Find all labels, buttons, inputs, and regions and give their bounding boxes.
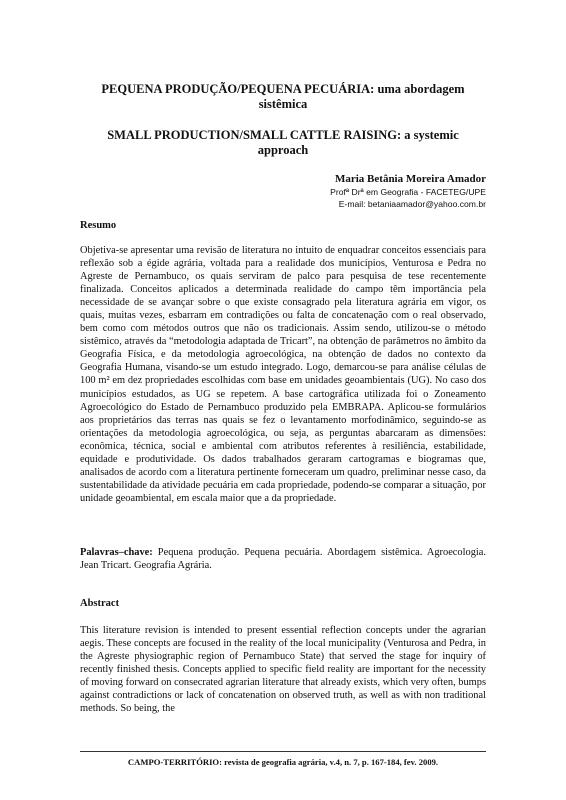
- author-affiliation: Profª Drª em Geografia - FACETEG/UPE: [330, 187, 486, 197]
- resumo-heading: Resumo: [80, 220, 117, 231]
- keywords-paragraph: [80, 546, 486, 572]
- author-name: Maria Betânia Moreira Amador: [334, 173, 486, 185]
- abstract-text: This literature revision is intended to present essential reflection concepts under the agrarian aegis. These concepts are focused in the reality of the local municipality (Venturosa and Pedra, in the Agreste physiographic region of Pernambuco State) that served the stage for inquiry of recently finished thesis. Concepts applied to specific field reality are important for the necessity of moving forward on consecrated agrarian literature that already exists, which very often, bumps against contradictions or lack of concatenation on observed truth, as well as with non traditional methods. So being, the: [80, 625, 486, 715]
- title-english: [60, 128, 506, 158]
- keywords-text: Pequena produção. Pequena pecuária. Abordagem sistêmica. Agroecologia. Jean Tricart. Geografia Agrária.: [80, 547, 486, 572]
- title-english-line1: SMALL PRODUCTION/SMALL CATTLE RAISING: a systemic: [107, 128, 459, 142]
- resumo-text: Objetiva-se apresentar uma revisão de literatura no intuito de enquadrar conceitos essenciais para reflexão sob a égide agrária, voltada para a realidade dos municípios, Venturosa e Pedra no Agreste de Pernambuco, os quais serviram de palco para pesquisa de tese recentemente finalizada. Conceitos aplicados a determinada realidade do campo têm importância pela necessidade de se avançar sobre o que existe consagrado pela literatura agrária em vigor, os quais, muitas vezes, esbarram em contradições ou falta de concatenação com o real observado, bem como com métodos outros que não os tradicionais. Assim sendo, utilizou-se o método sistêmico, através da “metodologia adaptada de Tricart”, na obtenção de parâmetros no âmbito da Geografia Física, e da metodologia agroecológica, na obtenção de dados no contexto da Geografia Humana, visando-se um estudo integrado. Logo, demarcou-se para análise células de 100 m² em dez propriedades escolhidas com base em unidades geoambientais (UG). No caso dos municípios estudados, as UG se repetem. A base cartográfica utilizada foi o Zoneamento Agroecológico do Estado de Pernambuco produzido pela EMBRAPA. Aplicou-se formulários aos proprietários das terras nas quais se fez o levantamento morfodinâmico, seguindo-se as orientações da metodologia agroecológica, ou seja, as perguntas abarcaram as dimensões: econômica, técnica, social e ambiental com atributos referentes à resiliência, estabilidade, equidade e produtividade. Os dados trabalhados geraram cartogramas e biogramas que, analisados de acordo com a literatura pertinente forneceram um quadro, preliminar nesse caso, da sustentabilidade da atividade pecuária em cada propriedade, podendo-se comparar a situação, por unidade geoambiental, em escala maior que a da propriedade.: [80, 245, 486, 504]
- abstract-heading: Abstract: [80, 598, 120, 609]
- author-block: [330, 172, 486, 210]
- title-portuguese-line1: PEQUENA PRODUÇÃO/PEQUENA PECUÁRIA: uma abordagem: [101, 82, 465, 96]
- footer-divider: [80, 751, 486, 752]
- keywords-label: Palavras–chave:: [80, 547, 153, 558]
- title-english-line2: approach: [257, 143, 309, 157]
- author-email: E-mail: betaniaamador@yahoo.com.br: [338, 199, 486, 209]
- journal-footer: CAMPO-TERRITÓRIO: revista de geografia agrária, v.4, n. 7, p. 167-184, fev. 2009.: [127, 757, 439, 767]
- title-portuguese-line2: sistêmica: [258, 97, 308, 111]
- title-portuguese: [60, 82, 506, 112]
